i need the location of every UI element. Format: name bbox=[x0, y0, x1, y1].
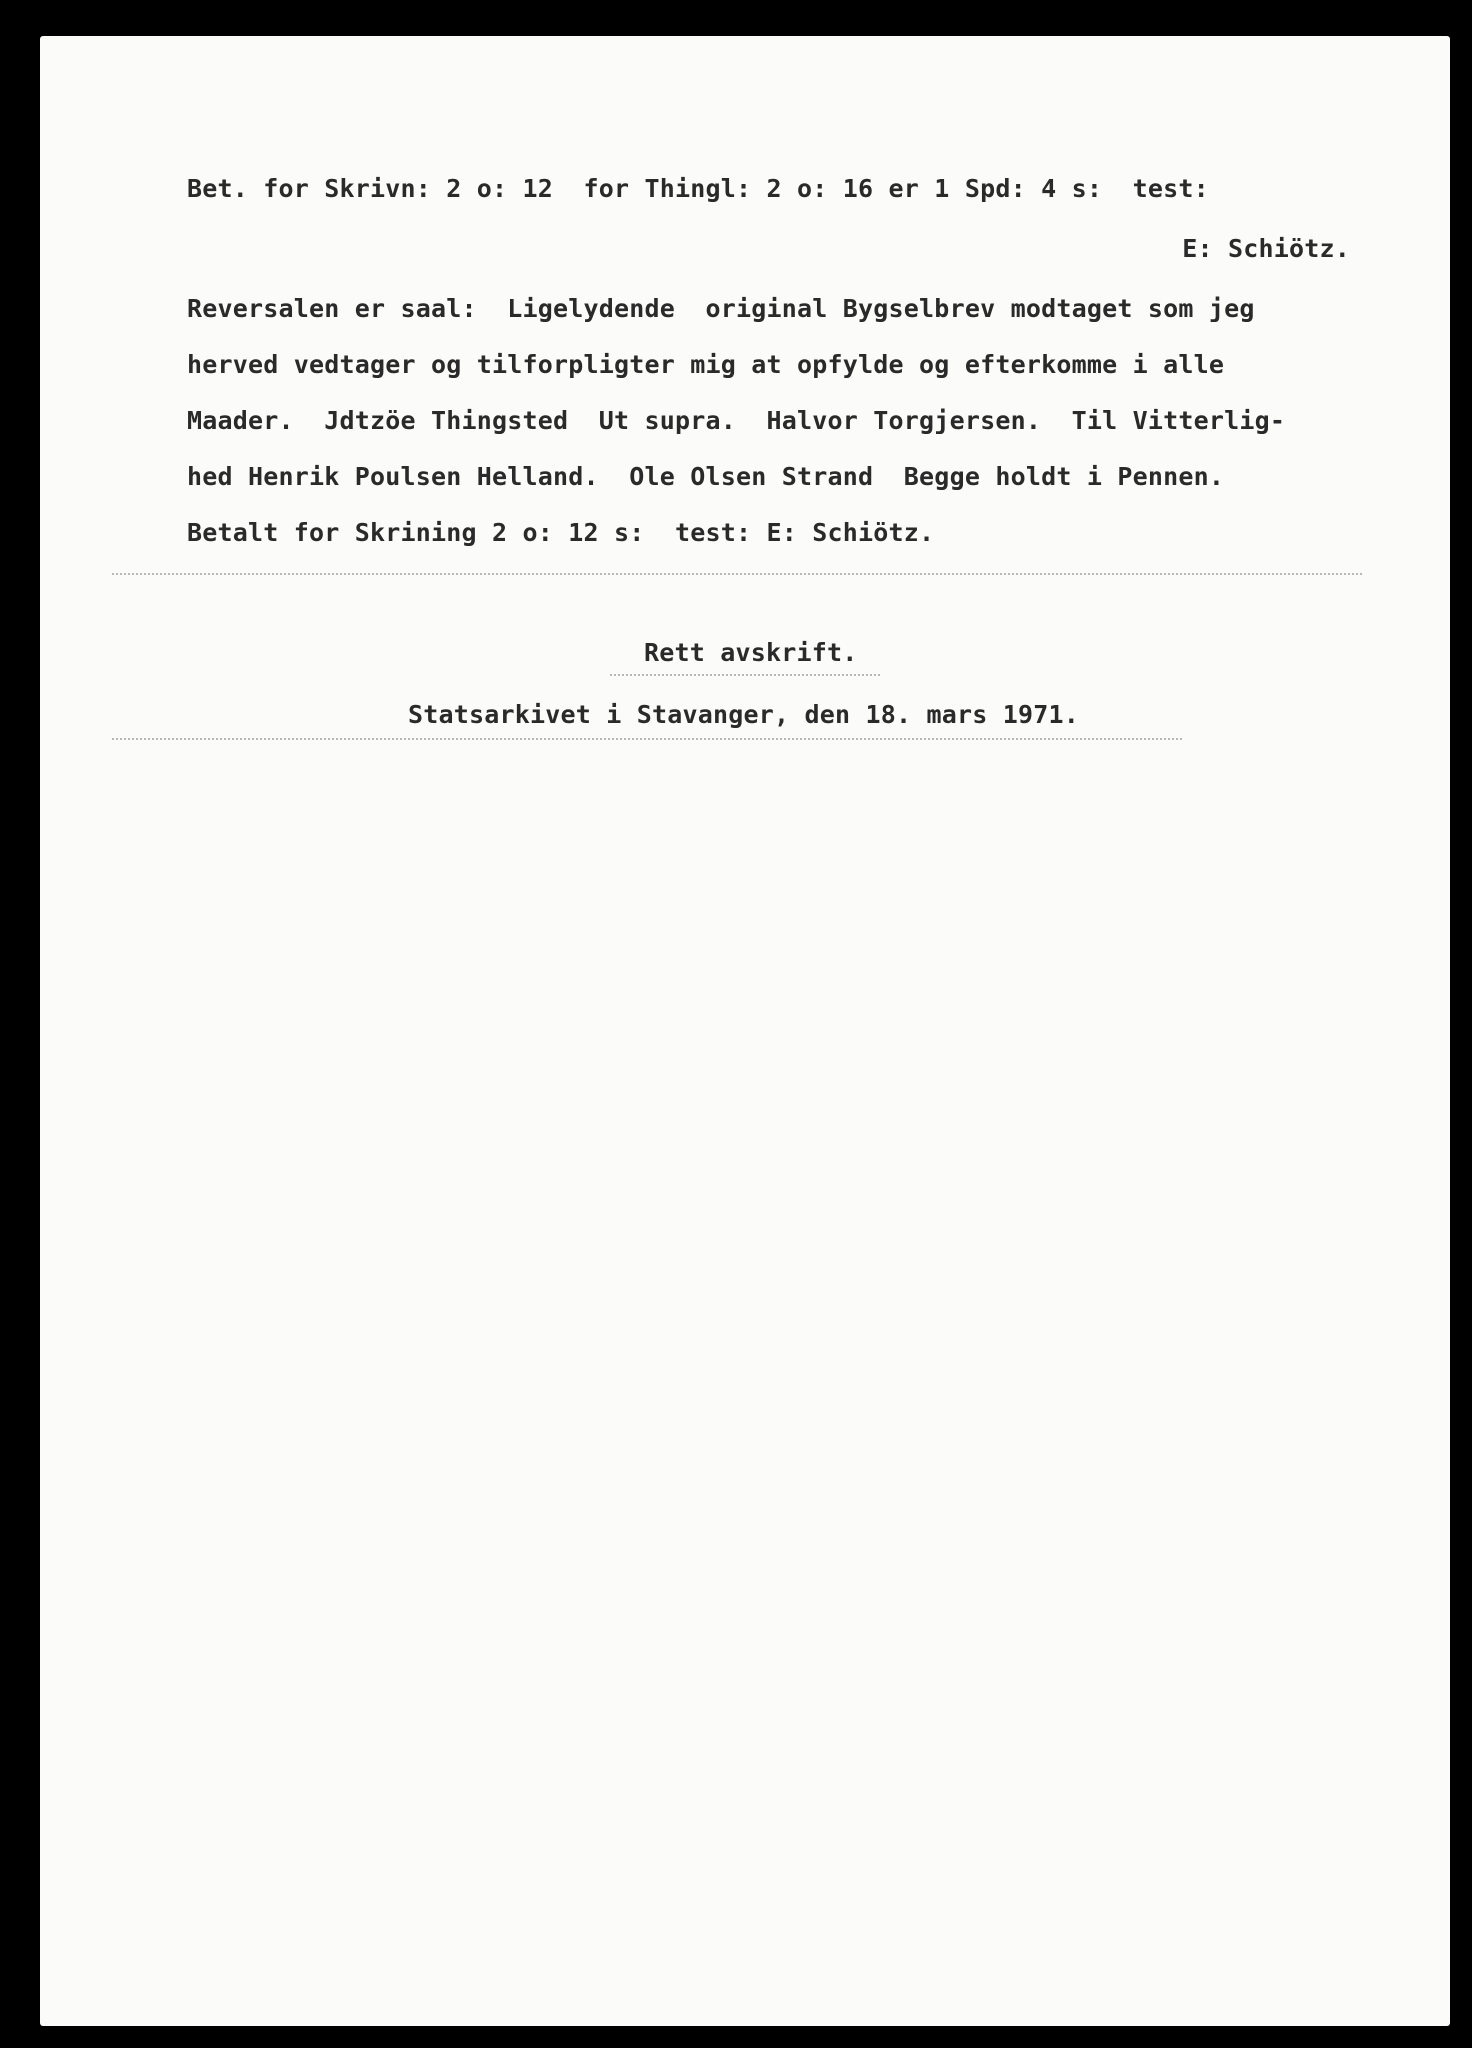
text-line-2-signature: E: Schiötz. bbox=[1182, 234, 1350, 263]
text-line-3: Reversalen er saal: Ligelydende original Bygselbrev modtaget som jeg bbox=[187, 294, 1255, 323]
place-date-text: Statsarkivet i Stavanger, den 18. mars 1971. bbox=[408, 700, 1080, 729]
dotted-underline-place-date bbox=[112, 738, 1182, 740]
text-line-1: Bet. for Skrivn: 2 o: 12 for Thingl: 2 o: 16 er 1 Spd: 4 s: test: bbox=[187, 174, 1209, 203]
text-line-7: Betalt for Skrining 2 o: 12 s: test: E: Schiötz. bbox=[187, 518, 935, 547]
text-line-6: hed Henrik Poulsen Helland. Ole Olsen Strand Begge holdt i Pennen. bbox=[187, 462, 1225, 491]
document-page bbox=[40, 36, 1450, 2026]
dotted-separator bbox=[112, 573, 1362, 575]
text-line-5: Maader. Jdtzöe Thingsted Ut supra. Halvor Torgjersen. Til Vitterlig- bbox=[187, 406, 1286, 435]
text-line-4: herved vedtager og tilforpligter mig at opfylde og efterkomme i alle bbox=[187, 350, 1225, 379]
certification-text: Rett avskrift. bbox=[644, 638, 858, 667]
dotted-underline-certification bbox=[610, 674, 880, 676]
